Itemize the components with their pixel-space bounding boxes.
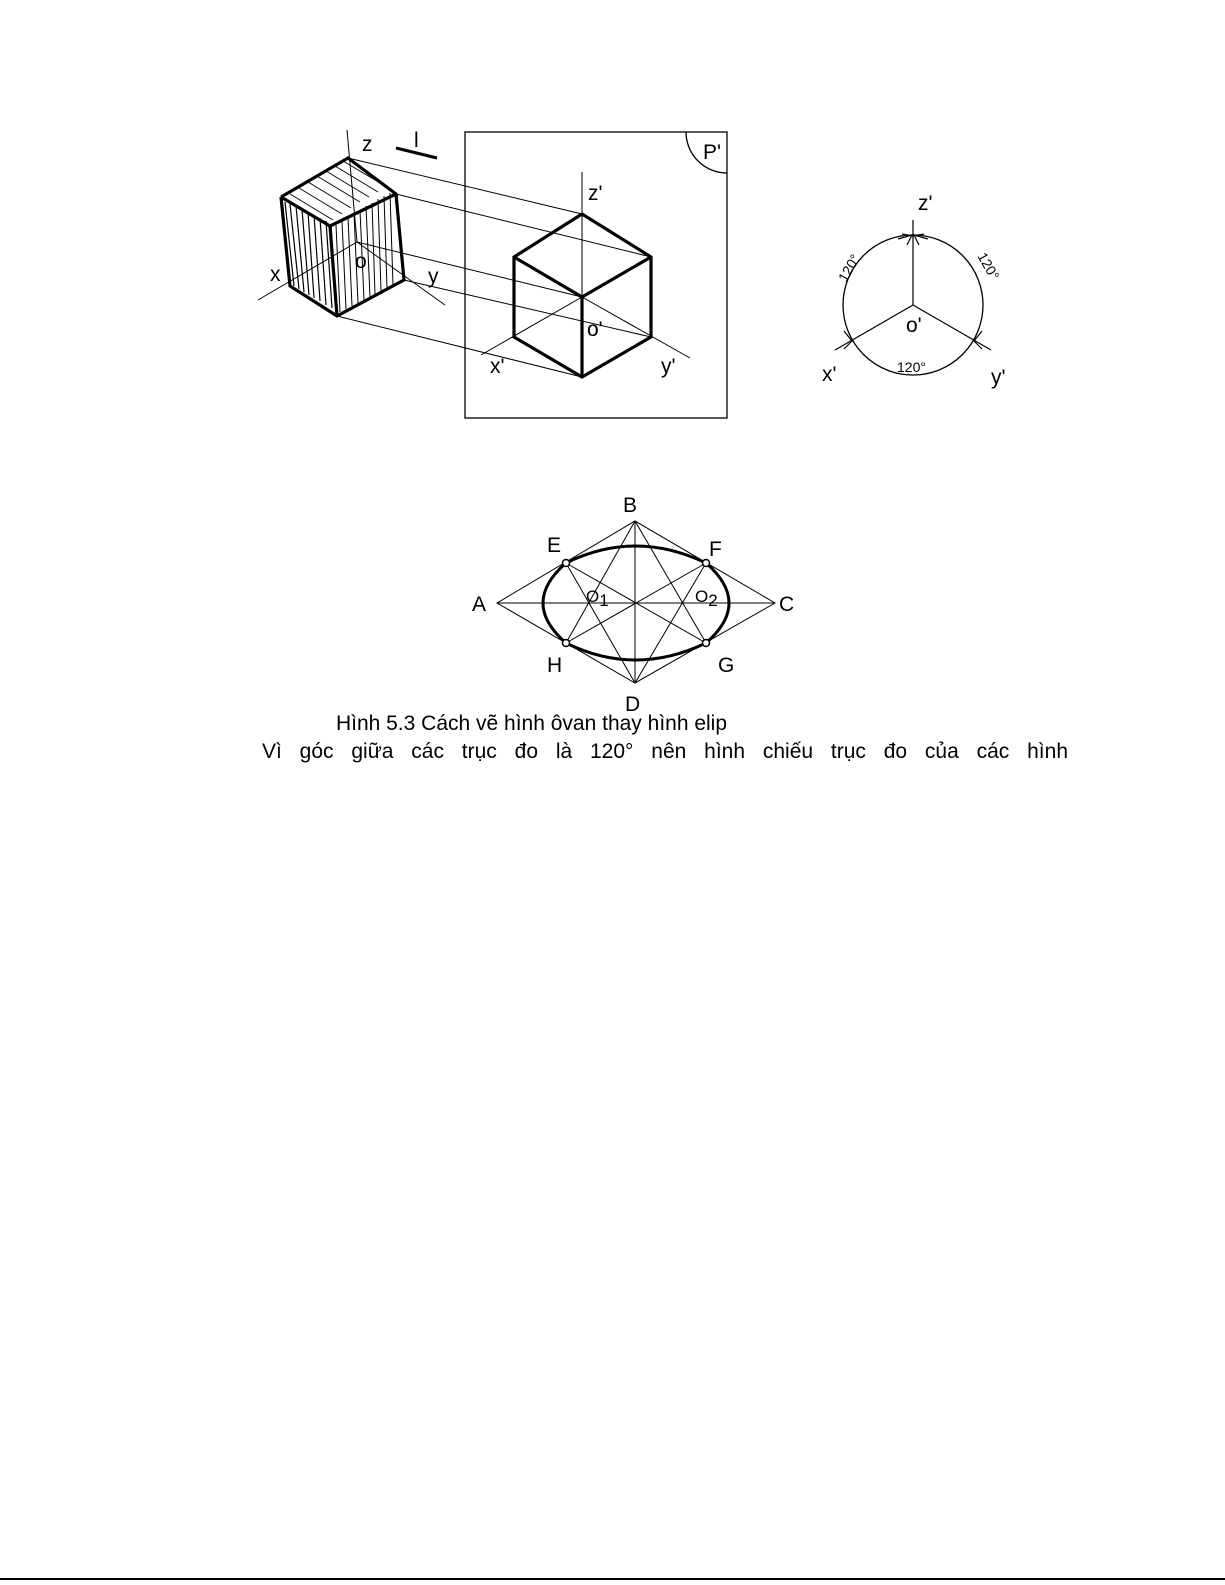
label-angle-120-left: 120° [834, 251, 864, 285]
label-plane-p: P' [703, 141, 722, 164]
cube-left-face-hatching [285, 202, 336, 311]
figure-caption: Hình 5.3 Cách vẽ hình ôvan thay hình elip [335, 712, 728, 735]
page-bottom-rule [0, 1578, 1225, 1580]
label-angle-120-right: 120° [974, 249, 1003, 283]
cube-in-space [258, 130, 445, 316]
label-point-f: F [709, 538, 722, 561]
label-point-a: A [472, 593, 487, 616]
label-center-o2: O2 [695, 587, 718, 610]
label-angle-x: x' [822, 363, 837, 386]
label-proj-y: y' [661, 355, 676, 378]
label-x: x [270, 263, 281, 286]
label-proj-o: o' [587, 318, 603, 341]
label-point-h: H [547, 654, 563, 677]
label-center-o1: O1 [586, 587, 609, 610]
label-proj-z: z' [588, 182, 603, 205]
label-point-g: G [718, 654, 735, 677]
label-o: o [355, 250, 367, 273]
label-angle-o: o' [906, 314, 922, 337]
label-proj-x: x' [490, 355, 505, 378]
label-point-d: D [625, 693, 641, 716]
label-y: y [428, 265, 439, 288]
label-angle-120-bottom: 120° [897, 359, 926, 375]
projection-rays [337, 158, 651, 377]
label-point-c: C [779, 593, 795, 616]
label-point-b: B [623, 494, 638, 517]
label-z: z [362, 133, 373, 156]
label-point-e: E [547, 534, 562, 557]
label-angle-z: z' [918, 192, 933, 215]
label-l: l [414, 129, 419, 152]
label-angle-y: y' [991, 366, 1006, 389]
axes-angle-diagram [835, 220, 991, 375]
body-paragraph: Vì góc giữa các trục đo là 120° nên hình chiếu trục đo của các hình [262, 740, 1068, 763]
